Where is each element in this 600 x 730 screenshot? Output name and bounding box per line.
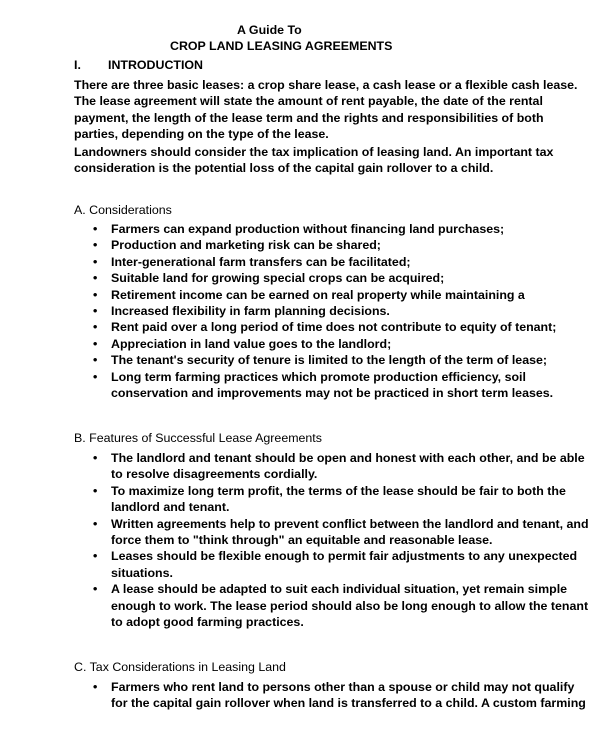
list-item-text: Leases should be flexible enough to permit fair adjustments to any unexpected <box>111 549 578 564</box>
list-item-text: A lease should be adapted to suit each individual situation, yet remain simple <box>111 582 568 597</box>
list-item-text: The landlord and tenant should be open and honest with each other, and be able <box>111 451 585 465</box>
list-item <box>0 270 556 286</box>
list-item-text: Retirement income can be earned on real property while maintaining a <box>111 287 525 302</box>
list-item <box>0 516 589 549</box>
list-item-text: to resolve disagreements cordially. <box>111 467 318 482</box>
list-item-text: Increased flexibility in farm planning decisions. <box>111 304 390 319</box>
list-item-text: for the capital gain rollover when land is transferred to a child. A custom farming <box>111 696 586 711</box>
list-item <box>0 581 589 630</box>
list-item-text: landlord and tenant. <box>111 500 230 515</box>
list-item-text: The tenant's security of tenure is limited to the length of the term of lease; <box>111 353 547 368</box>
list-item-text: Written agreements help to prevent conflict between the landlord and tenant, and <box>111 516 589 531</box>
considerations-list <box>0 221 556 401</box>
intro-paragraph-2: Landowners should consider the tax implication of leasing land. An important tax consideration is the potential loss of the capital gain rollover to a child. <box>74 145 554 176</box>
list-item <box>0 450 589 483</box>
list-item <box>0 369 556 402</box>
list-item-text: Farmers can expand production without financing land purchases; <box>111 222 505 236</box>
list-item <box>0 352 556 368</box>
bullet-icon: • <box>93 304 98 319</box>
section-number: I. <box>74 58 81 72</box>
list-item <box>0 254 556 270</box>
bullet-icon: • <box>93 336 98 351</box>
bullet-icon: • <box>93 483 98 498</box>
list-item-text: Appreciation in land value goes to the landlord; <box>111 336 392 351</box>
list-item <box>0 679 586 712</box>
list-item-text: Farmers who rent land to persons other than a spouse or child may not qualify <box>111 680 575 694</box>
bullet-icon: • <box>93 353 98 368</box>
list-item-text: To maximize long term profit, the terms of the lease should be fair to both the <box>111 483 566 498</box>
list-item-text: force them to "think through" an equitable and reasonable lease. <box>111 533 493 548</box>
list-item-text: Inter-generational farm transfers can be facilitated; <box>111 254 411 269</box>
features-list <box>0 450 589 630</box>
bullet-icon: • <box>93 238 98 253</box>
list-item-text: Production and marketing risk can be shared; <box>111 238 381 253</box>
bullet-icon: • <box>93 582 98 597</box>
list-item <box>0 336 556 352</box>
list-item <box>0 548 589 581</box>
doc-title-line1: A Guide To <box>237 23 302 37</box>
bullet-icon: • <box>93 549 98 564</box>
doc-title-line2: CROP LAND LEASING AGREEMENTS <box>170 39 393 53</box>
subsection-b-title: B. Features of Successful Lease Agreements <box>74 431 322 445</box>
list-item <box>0 303 556 319</box>
bullet-icon: • <box>93 271 98 286</box>
bullet-icon: • <box>93 680 98 694</box>
list-item-text: conservation and improvements may not be practiced in short term leases. <box>111 386 554 401</box>
bullet-icon: • <box>93 369 98 384</box>
list-item <box>0 483 589 516</box>
list-item <box>0 221 556 237</box>
bullet-icon: • <box>93 254 98 269</box>
list-item <box>0 237 556 253</box>
subsection-a-title: A. Considerations <box>74 203 172 217</box>
tax-considerations-list <box>0 679 586 712</box>
list-item-text: Long term farming practices which promote production efficiency, soil <box>111 369 526 384</box>
section-title: INTRODUCTION <box>108 58 203 72</box>
bullet-icon: • <box>93 451 98 465</box>
intro-paragraph-1: There are three basic leases: a crop share lease, a cash lease or a flexible cash lease. The lease agreement will state the amount of rent payable, the date of the rental payment, the length of the lease term and the rights and responsibilities of both parties, depending on the type of the lease. <box>74 78 578 141</box>
list-item-text: Suitable land for growing special crops can be acquired; <box>111 271 445 286</box>
list-item-text: situations. <box>111 565 173 580</box>
subsection-c-title: C. Tax Considerations in Leasing Land <box>74 660 286 674</box>
bullet-icon: • <box>93 287 98 302</box>
list-item-text: to adopt good farming practices. <box>111 615 304 630</box>
list-item-text: Rent paid over a long period of time does not contribute to equity of tenant; <box>111 320 557 335</box>
list-item <box>0 287 556 303</box>
list-item <box>0 319 556 335</box>
bullet-icon: • <box>93 320 98 335</box>
list-item-text: enough to work. The lease period should also be long enough to allow the tenant <box>111 598 589 613</box>
bullet-icon: • <box>93 222 98 236</box>
bullet-icon: • <box>93 516 98 531</box>
